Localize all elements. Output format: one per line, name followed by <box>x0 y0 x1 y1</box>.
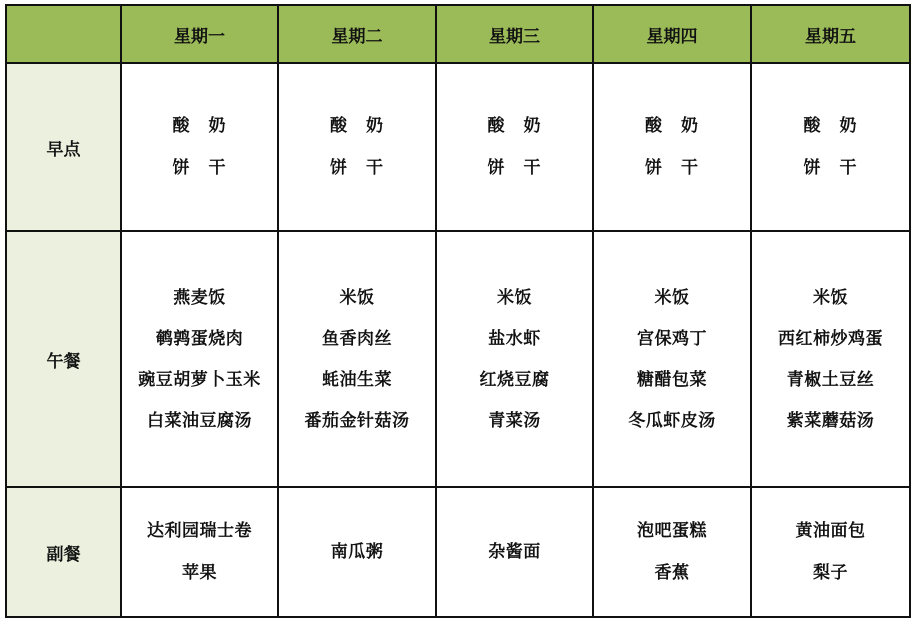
dish: 青椒土豆丝 <box>786 369 875 390</box>
dish: 酸 奶 <box>487 116 542 136</box>
menu-cell <box>593 63 751 231</box>
meal-row-breakfast <box>6 63 910 231</box>
dish: 酸 奶 <box>172 116 227 136</box>
dish: 糖醋包菜 <box>637 369 707 390</box>
dish: 米饭 <box>813 287 848 308</box>
menu-cell <box>121 487 278 617</box>
meal-label: 副餐 <box>6 487 121 617</box>
dish: 燕麦饭 <box>173 287 226 308</box>
dish: 泡吧蛋糕 <box>637 521 707 541</box>
dish: 酸 奶 <box>330 116 384 136</box>
dish: 饼 干 <box>330 158 384 178</box>
dish: 杂酱面 <box>488 542 541 562</box>
header-row <box>6 5 910 63</box>
dish: 宫保鸡丁 <box>637 328 707 349</box>
dish: 豌豆胡萝卜玉米 <box>138 369 261 390</box>
day-header: 星期四 <box>593 5 751 63</box>
menu-cell <box>436 487 593 617</box>
day-header: 星期三 <box>436 5 593 63</box>
menu-cell <box>593 231 751 487</box>
menu-cell <box>278 63 436 231</box>
dish: 南瓜粥 <box>330 542 384 562</box>
dish: 苹果 <box>182 563 217 583</box>
menu-cell <box>278 231 436 487</box>
menu-cell <box>121 63 278 231</box>
meal-label: 午餐 <box>6 231 121 487</box>
dish: 饼 干 <box>803 158 858 178</box>
dish: 酸 奶 <box>645 116 699 136</box>
meal-label: 早点 <box>6 63 121 231</box>
menu-cell <box>751 231 910 487</box>
dish: 盐水虾 <box>488 328 541 349</box>
meal-row-lunch <box>6 231 910 487</box>
dish: 蚝油生菜 <box>322 369 392 390</box>
dish: 米饭 <box>654 287 690 308</box>
dish: 饼 干 <box>645 158 699 178</box>
dish: 饼 干 <box>487 158 542 178</box>
dish: 鱼香肉丝 <box>322 328 392 349</box>
menu-cell <box>751 63 910 231</box>
dish: 香蕉 <box>654 563 690 583</box>
dish: 西红柿炒鸡蛋 <box>778 328 883 349</box>
dish: 黄油面包 <box>795 521 866 541</box>
dish: 梨子 <box>813 563 848 583</box>
dish: 达利园瑞士卷 <box>147 521 252 541</box>
dish: 酸 奶 <box>803 116 858 136</box>
menu-cell <box>593 487 751 617</box>
dish: 米饭 <box>339 287 375 308</box>
dish: 米饭 <box>497 287 532 308</box>
day-header: 星期一 <box>121 5 278 63</box>
dish: 鹌鹑蛋烧肉 <box>155 328 244 349</box>
dish: 白菜油豆腐汤 <box>147 410 252 431</box>
meal-row-snack <box>6 487 910 617</box>
menu-cell <box>436 231 593 487</box>
corner-cell <box>6 5 121 63</box>
day-header: 星期五 <box>751 5 910 63</box>
menu-cell <box>436 63 593 231</box>
dish: 青菜汤 <box>488 410 541 431</box>
dish: 红烧豆腐 <box>479 369 550 390</box>
menu-cell <box>278 487 436 617</box>
dish: 番茄金针菇汤 <box>304 410 410 431</box>
menu-cell <box>121 231 278 487</box>
weekly-menu-table <box>5 4 911 618</box>
dish: 冬瓜虾皮汤 <box>628 410 716 431</box>
dish: 饼 干 <box>172 158 227 178</box>
day-header: 星期二 <box>278 5 436 63</box>
menu-cell <box>751 487 910 617</box>
dish: 紫菜蘑菇汤 <box>786 410 875 431</box>
